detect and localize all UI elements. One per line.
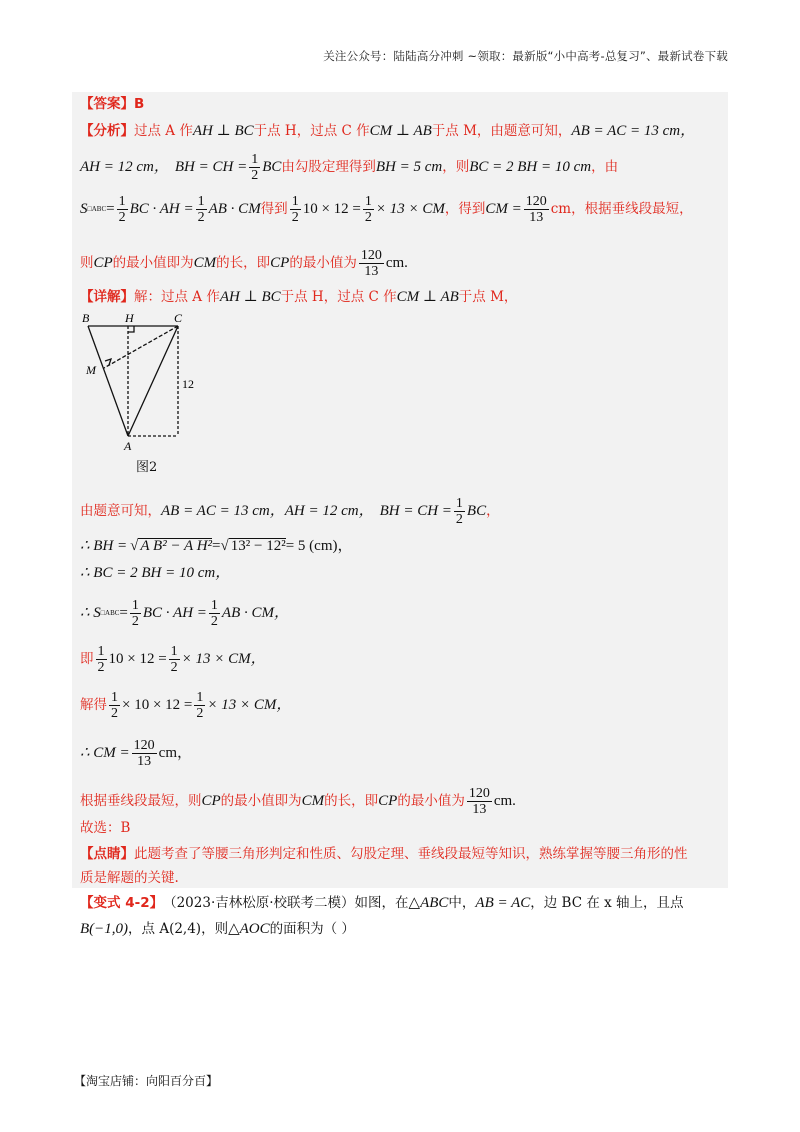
figure-caption: 图2 (136, 460, 158, 475)
analysis-line-1 (80, 124, 695, 139)
math-sqrt-1: A B² − A H² (140, 538, 213, 554)
detail-line-intro (80, 290, 517, 305)
math-bc: BC (466, 503, 487, 520)
math-cm-perp-ab: CM ⊥ AB (369, 123, 432, 139)
answer-line (80, 98, 144, 112)
math-10x12: 10 × 12 = (108, 651, 167, 668)
math-unit: cm. (493, 793, 516, 810)
math-cp: CP (93, 255, 113, 272)
label-a: A (124, 439, 132, 453)
math-cm-eq: ∴ CM = (80, 745, 130, 762)
detail-text: 的长，即 (324, 793, 379, 810)
label-h: H (125, 311, 134, 325)
analysis-line-4 (80, 248, 408, 280)
math-cp: CP (378, 793, 398, 810)
fraction: $\frac{1}{2}$ (196, 690, 204, 722)
detail-line-4 (80, 598, 289, 630)
analysis-text: cm，根据垂线段最短， (550, 201, 693, 218)
detail-text: 解得 (80, 697, 107, 714)
detail-text: 根据垂线段最短，则 (80, 793, 202, 810)
fraction-120-13: $\frac{120}{13}$ (525, 194, 547, 226)
triangle-figure (78, 308, 208, 458)
analysis-text: 于点 M，由题意可知， (431, 122, 572, 139)
analysis-text: 由勾股定理得到 (281, 159, 376, 176)
analysis-line-2 (80, 152, 618, 184)
math-eq: = (212, 537, 221, 554)
fraction: $\frac{1}{2}$ (97, 644, 105, 676)
detail-text: 的最小值即为 (220, 793, 302, 810)
variant-tag: 【变式 4-2】 (80, 894, 164, 911)
label-m: M (86, 363, 96, 377)
math-bc10: ∴ BC = 2 BH = 10 cm， (80, 565, 231, 581)
analysis-line-3 (80, 194, 693, 226)
analysis-text: 的长，即 (216, 255, 271, 272)
analysis-tag: 【分析】 (80, 122, 134, 139)
detail-line-8 (80, 786, 516, 818)
math-cm: CM (301, 793, 325, 810)
fraction: $\frac{1}{2}$ (118, 194, 126, 226)
math-10x12: 10 × 12 = (302, 201, 361, 218)
math-ab-cm: AB · CM (208, 201, 261, 218)
variant-line-1 (80, 896, 684, 911)
math-13-cm: × 13 × CM， (181, 651, 266, 668)
fraction: $\frac{1}{2}$ (364, 194, 372, 226)
math-13-cm: × 13 × CM (375, 201, 445, 218)
math-triangle-aoc: △AOC (228, 921, 270, 937)
math-cm-perp-ab: CM ⊥ AB (396, 289, 459, 305)
math-13-cm: × 13 × CM， (207, 697, 292, 714)
math-ab-ac: AB = AC (475, 895, 531, 911)
detail-line-7 (80, 738, 192, 770)
analysis-text: 得到 (260, 201, 288, 218)
fraction: $\frac{1}{2}$ (131, 598, 139, 630)
math-cp: CP (270, 255, 290, 272)
math-bh5: BH = 5 cm (375, 159, 443, 176)
variant-text: ，边 BC 在 x 轴上，且点 (530, 894, 684, 911)
comment-text: 质是解题的关键. (80, 870, 179, 886)
math-sub: □ABC (100, 609, 120, 618)
variant-text: （2023·吉林松原·校联考二模）如图，在 (163, 894, 409, 911)
comment-text: 此题考查了等腰三角形判定和性质、勾股定理、垂线段最短等知识，熟练掌握等腰三角形的性 (134, 846, 688, 862)
math-sub: □ABC (87, 205, 107, 214)
comment-tag: 【点睛】 (80, 846, 134, 862)
choice-line (80, 822, 130, 836)
fraction-120-13: $\frac{120}{13}$ (360, 248, 382, 280)
fraction-120-13: $\frac{120}{13}$ (468, 786, 490, 818)
right-angle-h (128, 326, 134, 332)
answer-value: B (134, 96, 145, 112)
segment-cm (104, 326, 178, 368)
math-ah: AH = 12 cm， (284, 503, 374, 520)
label-c: C (174, 311, 183, 325)
math-s: S (80, 201, 88, 218)
math-unit: cm. (385, 255, 408, 272)
analysis-text: 则 (80, 255, 94, 272)
math-bh: ∴ BH = (80, 537, 128, 554)
fraction: $\frac{1}{2}$ (197, 194, 205, 226)
analysis-text: 于点 H，过点 C 作 (253, 122, 370, 139)
math-bc-ah: BC · AH = (129, 201, 194, 218)
fraction: $\frac{1}{2}$ (291, 194, 299, 226)
detail-text: 于点 M， (458, 288, 518, 305)
math-bh-ch: BH = CH = (379, 503, 452, 520)
math-cp: CP (201, 793, 221, 810)
math-eq: = (119, 605, 128, 622)
math-sqrt-2: 13² − 12² (230, 538, 286, 554)
page-footer: 【淘宝店铺：向阳百分百】 (74, 1074, 219, 1088)
analysis-text: ，由 (591, 159, 619, 176)
math-bc10: BC = 2 BH = 10 cm (469, 159, 592, 176)
analysis-text: ，得到 (444, 201, 486, 218)
detail-line-1: 由题意可知， AB = AC = 13 cm， AH = 12 cm， BH = CH = $\frac{1}{2}$ BC ， (80, 496, 500, 528)
detail-text: 即 (80, 651, 94, 668)
detail-text: 解：过点 A 作 (134, 288, 220, 305)
math-ah-perp-bc: AH ⊥ BC (192, 123, 254, 139)
detail-text: 于点 H，过点 C 作 (280, 288, 397, 305)
choice-text: 故选：B (80, 820, 131, 836)
math-s: ∴ S (80, 605, 101, 622)
math-triangle-abc: △ABC (408, 895, 449, 911)
analysis-text: 的最小值即为 (112, 255, 194, 272)
math-result: = 5 (cm)， (285, 537, 353, 554)
fraction: $\frac{1}{2}$ (251, 152, 259, 184)
math-bh-ch: BH = CH = (174, 159, 248, 176)
math-ah: AH = 12 cm， (80, 159, 169, 176)
detail-line-2: ∴ BH = √ A B² − A H² = √ 13² − 12² = 5 (cm)， (80, 537, 353, 554)
segment-ac (128, 326, 178, 436)
fraction: $\frac{1}{2}$ (170, 644, 178, 676)
analysis-text: 过点 A 作 (134, 122, 193, 139)
math-cm-eq: CM = (485, 201, 522, 218)
math-unit: cm， (158, 745, 192, 762)
answer-tag: 【答案】 (80, 96, 134, 112)
variant-line-2 (80, 922, 355, 937)
fraction: $\frac{1}{2}$ (111, 690, 118, 722)
right-angle-m (105, 359, 111, 365)
math-cm: CM (193, 255, 217, 272)
label-b: B (82, 311, 90, 325)
variant-text: ，点 A(2,4)，则 (128, 920, 229, 937)
math-10x12: × 10 × 12 = (122, 697, 193, 714)
math-bc: BC (262, 159, 282, 176)
detail-text: 的最小值为 (397, 793, 465, 810)
math-ah-perp-bc: AH ⊥ BC (219, 289, 281, 305)
detail-line-6 (80, 690, 291, 722)
math-bc-ah: BC · AH = (142, 605, 207, 622)
math-point-b: B(−1,0) (80, 921, 129, 937)
fraction-120-13: $\frac{120}{13}$ (133, 738, 155, 770)
detail-line-3 (80, 566, 230, 581)
math-ab-cm: AB · CM， (221, 605, 289, 622)
math-ab-ac: AB = AC = 13 cm， (161, 503, 285, 520)
fraction: $\frac{1}{2}$ (210, 598, 218, 630)
comment-line-2 (80, 872, 179, 886)
variant-text: 中， (448, 894, 476, 911)
detail-line-5 (80, 644, 266, 676)
math-eq: = (106, 201, 115, 218)
segment-ab (88, 326, 128, 436)
page-header: 关注公众号：陆陆高分冲刺 ~领取：最新版“小中高考-总复习”、最新试卷下载 (323, 49, 728, 63)
fraction: $\frac{1}{2}$ (455, 496, 463, 528)
analysis-text: ，则 (442, 159, 470, 176)
variant-text: 的面积为（ ） (269, 920, 355, 937)
comment-line-1 (80, 848, 688, 862)
analysis-text: 的最小值为 (289, 255, 357, 272)
detail-text: 由题意可知， (80, 503, 161, 520)
math-ab-ac: AB = AC = 13 cm， (571, 123, 696, 139)
detail-tag: 【详解】 (80, 288, 134, 305)
label-length-12: 12 (182, 377, 194, 391)
